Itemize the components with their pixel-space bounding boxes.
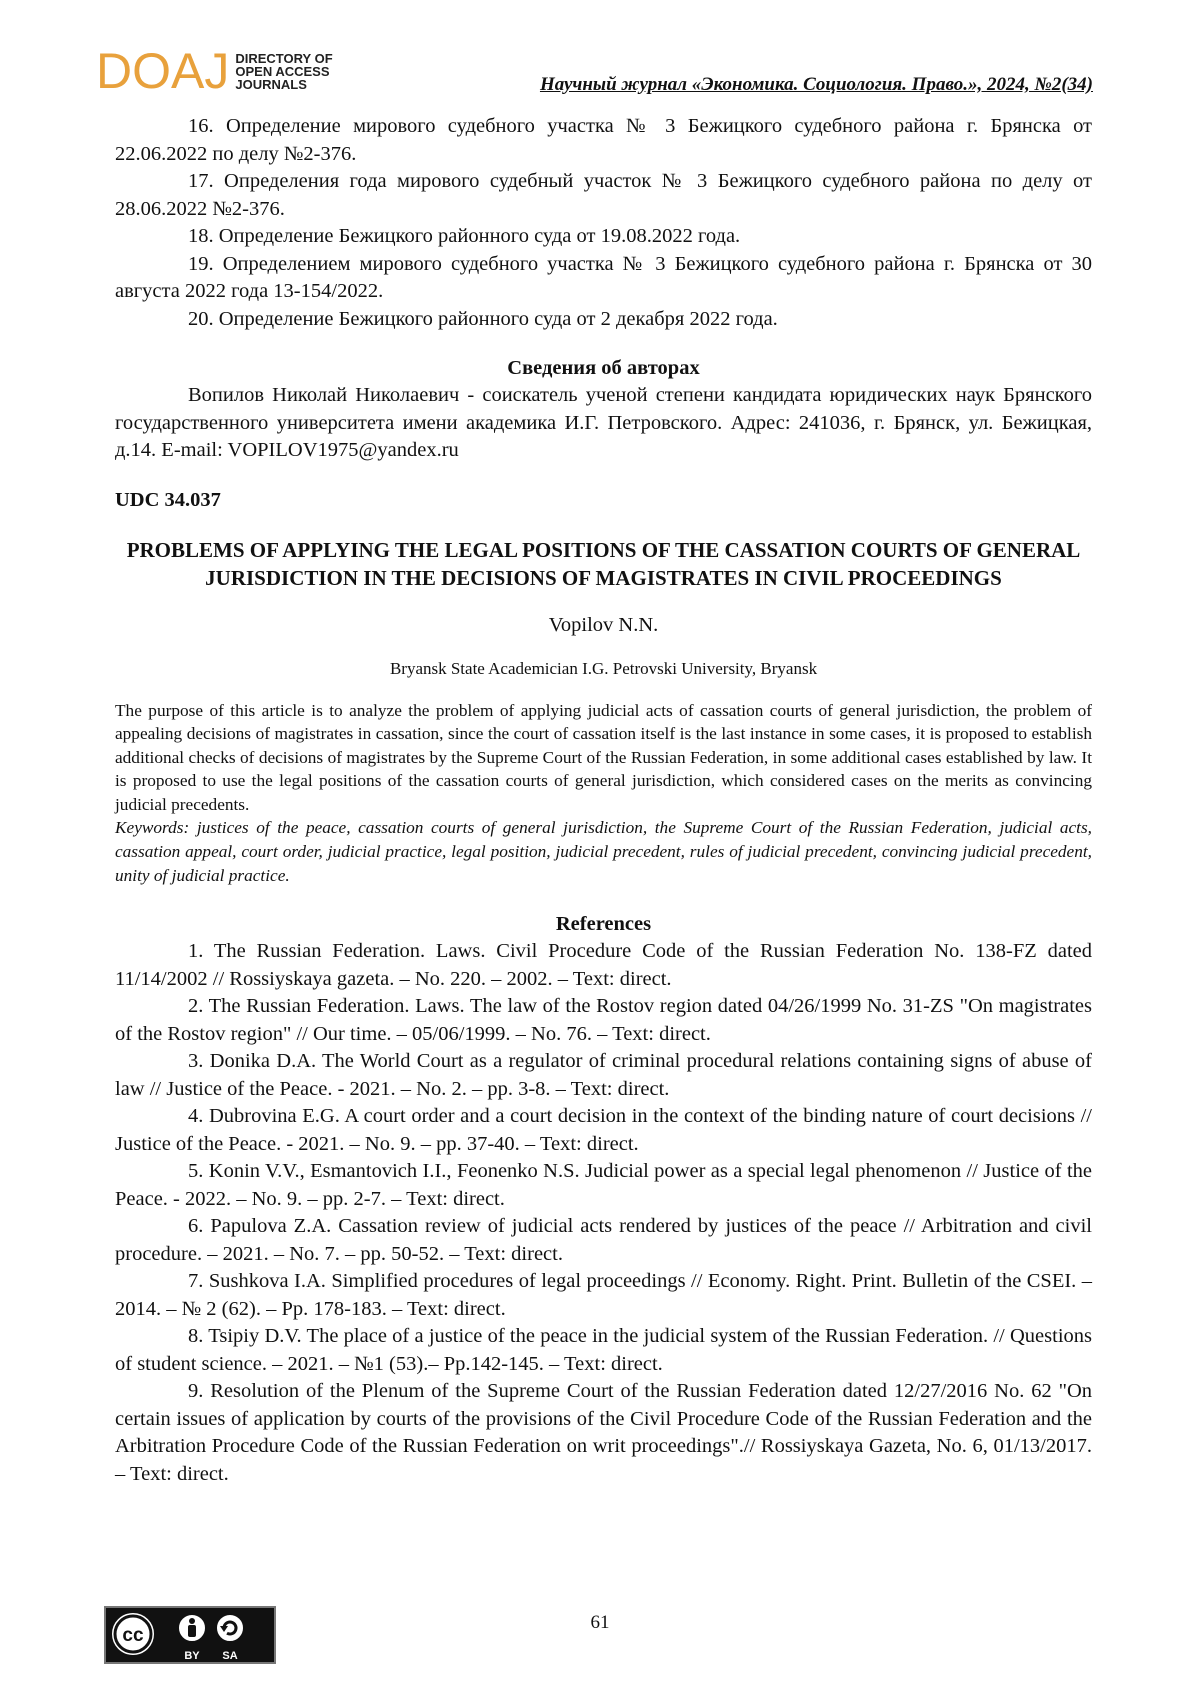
by-label: BY bbox=[184, 1650, 200, 1662]
ru-reference-item: 18. Определение Бежицкого районного суда от 19.08.2022 года. bbox=[188, 225, 741, 247]
reference-item: 5. Konin V.V., Esmantovich I.I., Feonenko N.S. Judicial power as a special legal phenomenon // Justice of the Peace. - 2022. – No. 9. – pp. 2-7. – Text: direct. bbox=[115, 1160, 1092, 1210]
sa-label: SA bbox=[222, 1650, 238, 1662]
reference-item: 4. Dubrovina E.G. A court order and a court decision in the context of the binding nature of court decisions // Justice of the Peace. - 2021. – No. 9. – pp. 37-40. – Text: direct. bbox=[115, 1105, 1092, 1155]
journal-header-title: Научный журнал «Экономика. Социология. Право.», 2024, №2(34) bbox=[539, 74, 1093, 95]
references-heading: References bbox=[555, 913, 652, 936]
doaj-logo-line: JOURNALS bbox=[235, 76, 307, 92]
doaj-logo-text bbox=[235, 52, 332, 91]
article-title: PROBLEMS OF APPLYING THE LEGAL POSITIONS OF THE CASSATION COURTS OF GENERAL JURISDICTION IN THE DECISIONS OF MAGISTRATES IN CIVIL PROCEEDINGS bbox=[126, 537, 1081, 590]
authors-info-text: Вопилов Николай Николаевич - соискатель ученой степени кандидата юридических наук Брянского государственного университета имени академика И.Г. Петровского. Адрес: 241036, г. Брянск, ул. Бежицкая, д.14. E-mail: VOPILOV1975@yandex.ru bbox=[115, 384, 1092, 461]
article-author: Vopilov N.N. bbox=[548, 613, 659, 636]
ru-reference-item: 19. Определением мирового судебного участка № 3 Бежицкого судебного района г. Брянска от 30 августа 2022 года 13-154/2022. bbox=[115, 252, 1092, 302]
authors-info-heading: Сведения об авторах bbox=[507, 357, 700, 379]
udc-code: UDC 34.037 bbox=[115, 488, 221, 511]
reference-item: 8. Tsipiy D.V. The place of a justice of the peace in the judicial system of the Russian Federation. // Questions of student science. – 2021. – №1 (53).– Pp.142-145. – Text: direct. bbox=[115, 1325, 1092, 1375]
doaj-logo-line: OPEN ACCESS bbox=[235, 63, 330, 79]
ru-reference-item: 17. Определения года мирового судебный участок № 3 Бежицкого судебного района по делу от 28.06.2022 №2-376. bbox=[115, 170, 1092, 220]
reference-item: 3. Donika D.A. The World Court as a regulator of criminal procedural relations containing signs of abuse of law // Justice of the Peace. - 2021. – No. 2. – pp. 3-8. – Text: direct. bbox=[115, 1050, 1092, 1100]
doaj-logo-mark: DOAJ bbox=[96, 43, 230, 99]
article-keywords: Keywords: justices of the peace, cassation courts of general jurisdiction, the Supreme Court of the Russian Federation, judicial acts, cassation appeal, court order, judicial practice, legal position, judicial precedent, rules of judicial precedent, convincing judicial precedent, unity of judicial practice. bbox=[115, 818, 1092, 885]
reference-item: 9. Resolution of the Plenum of the Supreme Court of the Russian Federation dated 12/27/2016 No. 62 "On certain issues of application by courts of the provisions of the Civil Procedure Code of the Russian Federation and the Arbitration Procedure Code of the Russian Federation on writ proceedings".// Rossiyskaya Gazeta, No. 6, 01/13/2017. – Text: direct. bbox=[115, 1380, 1092, 1485]
reference-item: 2. The Russian Federation. Laws. The law of the Rostov region dated 04/26/1999 No. 31-ZS "On magistrates of the Rostov region" // Our time. – 05/06/1999. – No. 76. – Text: direct. bbox=[115, 995, 1092, 1045]
svg-text:cc: cc bbox=[122, 1625, 144, 1646]
article-affiliation: Bryansk State Academician I.G. Petrovski University, Bryansk bbox=[389, 658, 818, 678]
doaj-logo bbox=[96, 43, 333, 99]
article-abstract: The purpose of this article is to analyze the problem of applying judicial acts of cassation courts of general jurisdiction, the problem of appealing decisions of magistrates in cassation, since the court of cassation itself is the last instance in some cases, it is proposed to establish additional checks of decisions of magistrates by the Supreme Court of the Russian Federation, in some additional cases established by law. It is proposed to use the legal positions of the cassation courts of general jurisdiction, which considered cases on the merits as convincing judicial precedents. bbox=[115, 700, 1092, 814]
ru-reference-item: 20. Определение Бежицкого районного суда от 2 декабря 2022 года. bbox=[188, 307, 778, 330]
ru-reference-item: 16. Определение мирового судебного участка № 3 Бежицкого судебного района г. Брянска от 22.06.2022 по делу №2-376. bbox=[115, 115, 1093, 165]
reference-item: 7. Sushkova I.A. Simplified procedures of legal proceedings // Economy. Right. Print. Bulletin of the CSEI. – 2014. – № 2 (62). – Pp. 178-183. – Text: direct. bbox=[115, 1270, 1092, 1320]
page-content bbox=[115, 113, 1092, 1488]
doaj-logo-line: DIRECTORY OF bbox=[235, 50, 333, 66]
page-number: 61 bbox=[590, 1612, 610, 1633]
reference-item: 6. Papulova Z.A. Cassation review of judicial acts rendered by justices of the peace // Arbitration and civil procedure. – 2021. – No. 7. – pp. 50-52. – Text: direct. bbox=[115, 1215, 1092, 1265]
reference-item: 1. The Russian Federation. Laws. Civil Procedure Code of the Russian Federation No. 138-FZ dated 11/14/2002 // Rossiyskaya gazeta. – No. 220. – 2002. – Text: direct. bbox=[115, 940, 1092, 990]
